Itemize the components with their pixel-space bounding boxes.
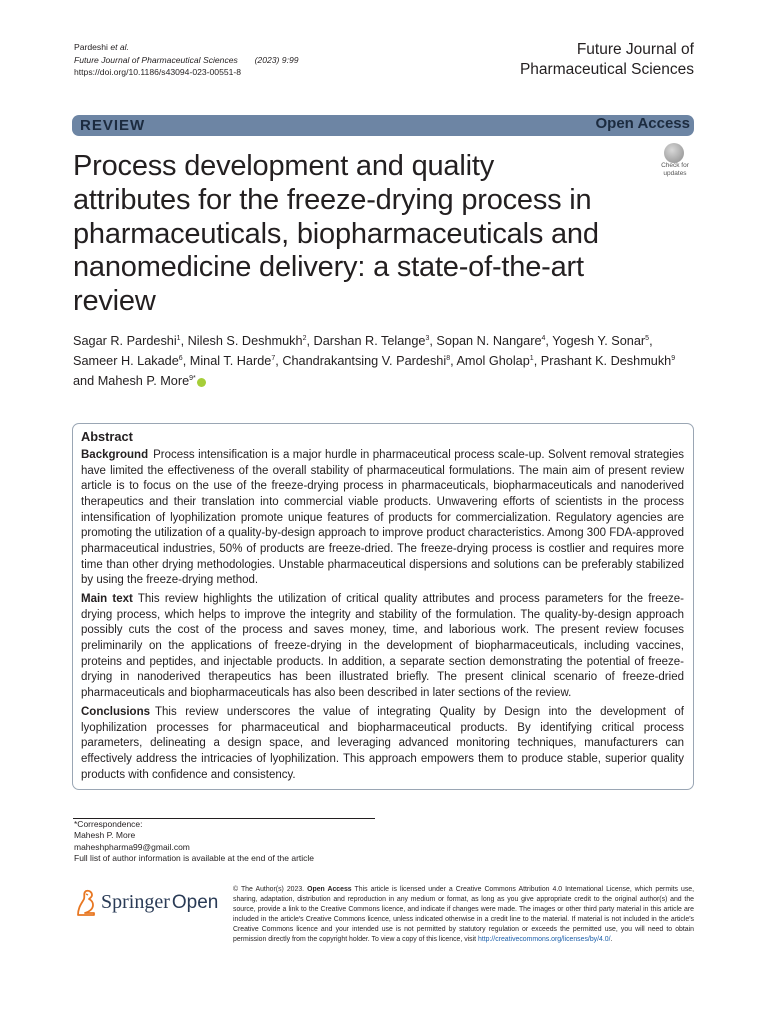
license-copyright: © The Author(s) 2023. (233, 886, 305, 893)
author-name[interactable]: Yogesh Y. Sonar (552, 334, 646, 349)
author-affiliation: 9 (671, 355, 676, 363)
abstract-heading: Abstract (81, 429, 133, 444)
author-separator: , (275, 354, 283, 369)
correspondence-name: Mahesh P. More (74, 830, 136, 841)
conclusions-text: This review underscores the value of integrating Quality by Design into the development of lyophilization processes for pharmaceutical and biopharmaceutical products. By identifying critical process parameters, delineating a design space, and leveraging advanced monitoring techniques, manufacturers can effectively address the intricacies of lyophilization. This approach empowers them to produce stable, superior quality products with confidence and consistency. (81, 706, 684, 781)
author-affiliation: 3 (425, 335, 430, 342)
check-updates-icon (664, 143, 684, 163)
journal-name (520, 40, 694, 80)
background-label: Background (81, 449, 149, 461)
author-name[interactable]: Sagar R. Pardeshi (73, 334, 177, 349)
author-name[interactable]: Sameer H. Lakade (73, 354, 179, 369)
springer-horse-icon (74, 889, 98, 917)
author-separator: , (182, 354, 190, 369)
citation-author: Pardeshi et al. (74, 42, 129, 52)
abstract-conclusions (81, 705, 684, 783)
author-list (73, 330, 698, 391)
author-separator: , (306, 334, 314, 349)
author-name[interactable]: Chandrakantsing V. Pardeshi (282, 354, 447, 369)
license-text: This article is licensed under a Creative Commons Attribution 4.0 International License, which permits use, sharing, adaptation, distribution and reproduction in any medium or format, as long as you give appropriate credit to the original author(s) and the source, provide a link to the Creative Commons licence, and indicate if changes were made. The images or other third party material in this article are included in the article's Creative Commons licence, unless indicated otherwise in a credit line to the material. If material is not included in the article's Creative Commons licence and your intended use is not permitted by statutory regulation or exceeds the permitted use, you will need to obtain permission directly from the copyright holder. To view a copy of this licence, visit (233, 886, 695, 943)
springer-open-wordmark (101, 891, 218, 914)
license-link[interactable]: http://creativecommons.org/licenses/by/4.0/ (477, 935, 611, 943)
author-name[interactable]: Prashant K. Deshmukh (540, 354, 672, 369)
author-affiliation: 7 (271, 355, 276, 363)
license-statement (233, 885, 694, 944)
abstract-background (81, 448, 684, 589)
check-updates-line2: updates (663, 169, 687, 177)
open-access-label: Open Access (595, 115, 690, 132)
journal-name-line1: Future Journal of (576, 41, 694, 58)
background-text: Process intensification is a major hurdle in pharmaceutical process scale-up. Solvent removal strategies have limited the effectiveness of the overall stability of pharmaceutical formulations. The main aim of present review article is to focus on the use of the freeze-drying process in pharmaceuticals, biopharmaceuticals and nanoderived therapeutics and their translation into commercial viable products. Unwavering efforts of scientists in the process intensification of lyophilization promote unique features of products for commercialization. Regulatory agencies are promoting the utilization of a quality-by-design approach to improve product characteristics. Among 300 FDA-approved pharmaceutical industries, 50% of products are freeze-dried. The freeze-drying process is costlier and requires more time than other drying methodologies. Unstable pharmaceutical dispersions and solutions can be preferably stabilized by using the freeze-drying method. (81, 449, 684, 587)
author-separator: , (450, 354, 457, 369)
article-type-label: REVIEW (80, 117, 146, 134)
citation-block (74, 41, 299, 79)
author-affiliation: 9* (189, 375, 196, 383)
author-affiliation: 5 (645, 335, 650, 342)
author-separator: , (429, 334, 437, 349)
author-name[interactable]: Mahesh P. More (97, 374, 190, 389)
check-updates-line1: Check for (661, 162, 689, 169)
citation-doi[interactable]: https://doi.org/10.1186/s43094-023-00551-8 (74, 67, 242, 77)
correspondence-email[interactable]: maheshpharma99@gmail.com (74, 841, 190, 852)
author-separator: , (649, 334, 653, 349)
correspondence-note: Full list of author information is available at the end of the article (74, 852, 315, 863)
author-affiliation: 1 (529, 355, 534, 363)
main-text-body: This review highlights the utilization of critical quality attributes and process parameters for the freeze-drying process, which helps to improve the integrity and stability of the formulation. The quality-by-design approach possibly cuts the cost of the process and saves money, time, and laborious work. The present review focuses preliminarily on the applications of freeze-drying in the development of biopharmaceuticals, including vaccines, proteins and peptides, and injectable products. In addition, a separate section demonstrating the potential of freeze-drying in nanoderived therapeutics has been illustrated briefly. The present clinical scenario of freeze-dried pharmaceuticals and biopharmaceuticals has also been described in later sections of the review. (81, 593, 684, 699)
open-word: Open (171, 892, 219, 913)
author-name[interactable]: Amol Gholap (456, 354, 530, 369)
correspondence-label: *Correspondence: (74, 819, 143, 829)
author-separator: , (180, 334, 188, 349)
author-name[interactable]: Minal T. Harde (189, 354, 272, 369)
springer-open-logo[interactable] (74, 888, 219, 922)
author-separator: and (73, 374, 98, 389)
journal-name-line2: Pharmaceutical Sciences (519, 61, 694, 78)
springer-word: Springer (101, 891, 170, 913)
citation-journal: Future Journal of Pharmaceutical Sciences (2023) 9:99 (74, 54, 299, 65)
author-affiliation: 2 (302, 335, 307, 342)
author-name[interactable]: Nilesh S. Deshmukh (187, 334, 303, 349)
conclusions-label: Conclusions (81, 706, 151, 718)
author-name[interactable]: Sopan N. Nangare (436, 334, 542, 349)
author-affiliation: 4 (541, 335, 546, 342)
check-updates-text (655, 162, 695, 177)
main-text-label: Main text (81, 593, 133, 605)
author-separator: , (545, 334, 553, 349)
license-open-access: Open Access (307, 886, 352, 893)
article-title: Process development and quality attributes for the freeze-drying process in pharmaceuticals, biopharmaceuticals and nanomedicine delivery: a state-of-the-art review (73, 150, 599, 318)
author-separator: , (533, 354, 541, 369)
correspondence-block (74, 819, 314, 864)
author-name[interactable]: Darshan R. Telange (313, 334, 426, 349)
license-end: . (610, 935, 613, 943)
author-affiliation: 1 (176, 335, 181, 342)
author-affiliation: 6 (178, 355, 183, 363)
orcid-icon[interactable] (197, 378, 206, 387)
author-affiliation: 8 (446, 355, 451, 363)
check-for-updates-badge[interactable] (655, 141, 695, 180)
abstract-main-text (81, 592, 684, 702)
